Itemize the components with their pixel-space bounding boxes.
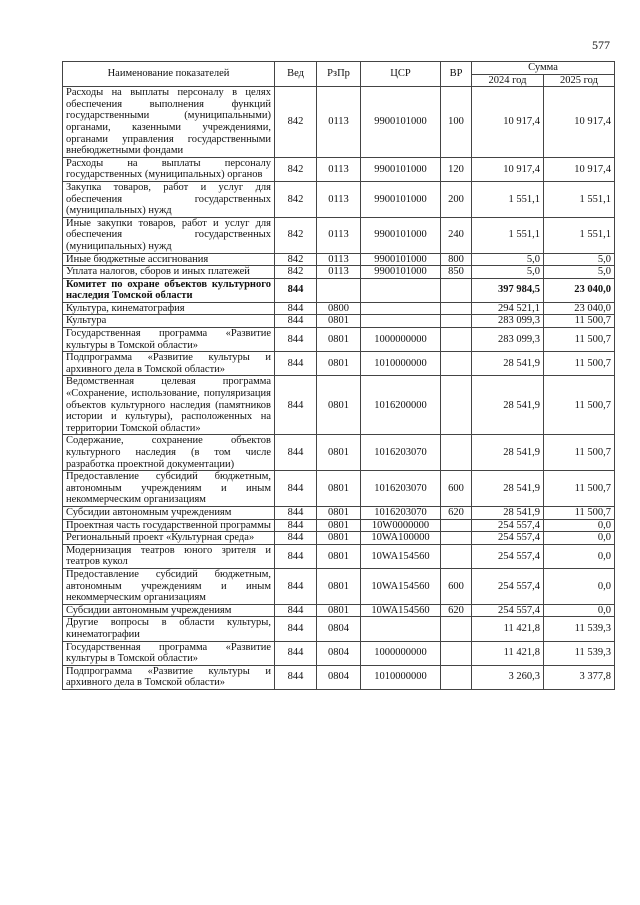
header-csr: ЦСР <box>361 62 441 87</box>
table-row <box>63 641 615 665</box>
table-row <box>63 568 615 604</box>
cell-sum-2024: 28 541,9 <box>472 352 544 376</box>
cell-csr: 10W0000000 <box>361 519 441 532</box>
table-row <box>63 617 615 641</box>
cell-rzpr: 0801 <box>317 352 361 376</box>
cell-ved: 844 <box>275 641 317 665</box>
cell-ved: 844 <box>275 604 317 617</box>
cell-ved: 844 <box>275 568 317 604</box>
header-rzpr: РзПр <box>317 62 361 87</box>
cell-rzpr: 0801 <box>317 376 361 435</box>
cell-vr: 200 <box>441 181 472 217</box>
cell-name: Государственная программа «Развитие культуры в Томской области» <box>63 641 275 665</box>
cell-sum-2025: 0,0 <box>544 544 615 568</box>
cell-csr <box>361 302 441 315</box>
cell-name: Иные бюджетные ассигнования <box>63 253 275 266</box>
cell-vr <box>441 435 472 471</box>
cell-ved: 844 <box>275 302 317 315</box>
cell-rzpr: 0801 <box>317 328 361 352</box>
table-row <box>63 278 615 302</box>
cell-rzpr <box>317 278 361 302</box>
cell-sum-2024: 11 421,8 <box>472 617 544 641</box>
cell-sum-2024: 28 541,9 <box>472 435 544 471</box>
cell-sum-2024: 254 557,4 <box>472 519 544 532</box>
table-row <box>63 604 615 617</box>
cell-ved: 844 <box>275 328 317 352</box>
cell-rzpr: 0801 <box>317 435 361 471</box>
cell-vr: 620 <box>441 506 472 519</box>
cell-sum-2025: 0,0 <box>544 532 615 545</box>
cell-sum-2025: 23 040,0 <box>544 302 615 315</box>
cell-rzpr: 0801 <box>317 568 361 604</box>
cell-name: Закупка товаров, работ и услуг для обеспечения государственных (муниципальных) нужд <box>63 181 275 217</box>
cell-sum-2024: 254 557,4 <box>472 604 544 617</box>
cell-csr: 10WA154560 <box>361 544 441 568</box>
table-row <box>63 665 615 689</box>
header-sum: Сумма <box>472 62 615 75</box>
cell-sum-2024: 1 551,1 <box>472 217 544 253</box>
cell-sum-2025: 11 500,7 <box>544 506 615 519</box>
cell-sum-2025: 11 500,7 <box>544 435 615 471</box>
cell-name: Субсидии автономным учреждениям <box>63 506 275 519</box>
cell-name: Подпрограмма «Развитие культуры и архивного дела в Томской области» <box>63 665 275 689</box>
cell-rzpr: 0113 <box>317 181 361 217</box>
cell-sum-2024: 283 099,3 <box>472 315 544 328</box>
cell-sum-2024: 1 551,1 <box>472 181 544 217</box>
table-row <box>63 181 615 217</box>
cell-csr: 1010000000 <box>361 665 441 689</box>
table-row <box>63 302 615 315</box>
cell-name: Расходы на выплаты персоналу государственных (муниципальных) органов <box>63 157 275 181</box>
cell-csr <box>361 315 441 328</box>
cell-csr: 9900101000 <box>361 253 441 266</box>
cell-csr: 1000000000 <box>361 641 441 665</box>
cell-csr: 1016203070 <box>361 435 441 471</box>
table-row <box>63 519 615 532</box>
cell-ved: 844 <box>275 471 317 507</box>
cell-sum-2024: 254 557,4 <box>472 544 544 568</box>
table-row <box>63 266 615 279</box>
cell-ved: 844 <box>275 544 317 568</box>
cell-csr: 9900101000 <box>361 87 441 158</box>
cell-sum-2024: 294 521,1 <box>472 302 544 315</box>
cell-rzpr: 0801 <box>317 544 361 568</box>
cell-ved: 844 <box>275 435 317 471</box>
cell-vr <box>441 302 472 315</box>
cell-sum-2025: 10 917,4 <box>544 157 615 181</box>
cell-sum-2025: 3 377,8 <box>544 665 615 689</box>
cell-vr: 850 <box>441 266 472 279</box>
cell-rzpr: 0804 <box>317 617 361 641</box>
cell-csr <box>361 278 441 302</box>
cell-vr: 100 <box>441 87 472 158</box>
cell-csr: 1016203070 <box>361 471 441 507</box>
cell-sum-2024: 254 557,4 <box>472 532 544 545</box>
cell-sum-2025: 5,0 <box>544 266 615 279</box>
cell-sum-2025: 1 551,1 <box>544 217 615 253</box>
table-row <box>63 315 615 328</box>
cell-vr: 240 <box>441 217 472 253</box>
table-row <box>63 253 615 266</box>
cell-rzpr: 0113 <box>317 217 361 253</box>
cell-ved: 842 <box>275 87 317 158</box>
cell-vr: 600 <box>441 471 472 507</box>
header-vr: ВР <box>441 62 472 87</box>
cell-rzpr: 0113 <box>317 253 361 266</box>
cell-sum-2025: 11 500,7 <box>544 352 615 376</box>
cell-sum-2024: 3 260,3 <box>472 665 544 689</box>
cell-sum-2024: 10 917,4 <box>472 87 544 158</box>
cell-name: Подпрограмма «Развитие культуры и архивного дела в Томской области» <box>63 352 275 376</box>
cell-csr: 10WA154560 <box>361 568 441 604</box>
cell-csr: 10WA100000 <box>361 532 441 545</box>
cell-name: Иные закупки товаров, работ и услуг для обеспечения государственных (муниципальных) нужд <box>63 217 275 253</box>
cell-vr: 120 <box>441 157 472 181</box>
cell-name: Предоставление субсидий бюджетным, автономным учреждениям и иным некоммерческим организациям <box>63 471 275 507</box>
cell-name: Культура <box>63 315 275 328</box>
cell-csr: 9900101000 <box>361 157 441 181</box>
cell-ved: 842 <box>275 157 317 181</box>
cell-vr <box>441 328 472 352</box>
cell-rzpr: 0801 <box>317 532 361 545</box>
cell-vr <box>441 376 472 435</box>
cell-name: Проектная часть государственной программы <box>63 519 275 532</box>
cell-rzpr: 0801 <box>317 471 361 507</box>
header-ved: Вед <box>275 62 317 87</box>
cell-vr: 620 <box>441 604 472 617</box>
cell-ved: 844 <box>275 519 317 532</box>
header-year-2024: 2024 год <box>472 74 544 87</box>
cell-rzpr: 0800 <box>317 302 361 315</box>
cell-sum-2025: 0,0 <box>544 568 615 604</box>
cell-name: Другие вопросы в области культуры, кинематографии <box>63 617 275 641</box>
cell-rzpr: 0113 <box>317 266 361 279</box>
cell-vr <box>441 665 472 689</box>
cell-sum-2025: 11 500,7 <box>544 376 615 435</box>
cell-sum-2024: 5,0 <box>472 253 544 266</box>
cell-sum-2025: 23 040,0 <box>544 278 615 302</box>
cell-vr: 600 <box>441 568 472 604</box>
cell-name: Государственная программа «Развитие культуры в Томской области» <box>63 328 275 352</box>
cell-ved: 842 <box>275 266 317 279</box>
cell-sum-2025: 1 551,1 <box>544 181 615 217</box>
cell-csr: 1010000000 <box>361 352 441 376</box>
cell-csr: 1016203070 <box>361 506 441 519</box>
cell-sum-2024: 28 541,9 <box>472 506 544 519</box>
cell-ved: 844 <box>275 506 317 519</box>
cell-rzpr: 0801 <box>317 519 361 532</box>
cell-vr: 800 <box>441 253 472 266</box>
table-row <box>63 376 615 435</box>
cell-name: Региональный проект «Культурная среда» <box>63 532 275 545</box>
cell-rzpr: 0804 <box>317 665 361 689</box>
cell-sum-2024: 397 984,5 <box>472 278 544 302</box>
cell-vr <box>441 278 472 302</box>
cell-ved: 842 <box>275 253 317 266</box>
header-year-2025: 2025 год <box>544 74 615 87</box>
cell-sum-2025: 0,0 <box>544 604 615 617</box>
cell-vr <box>441 315 472 328</box>
cell-sum-2025: 11 500,7 <box>544 328 615 352</box>
cell-name: Ведомственная целевая программа «Сохранение, использование, популяризация объектов культурного наследия (памятников истории и культуры), расположенных на территории Томской области» <box>63 376 275 435</box>
table-row <box>63 328 615 352</box>
cell-name: Субсидии автономным учреждениям <box>63 604 275 617</box>
cell-sum-2024: 10 917,4 <box>472 157 544 181</box>
cell-vr <box>441 617 472 641</box>
table-row <box>63 471 615 507</box>
cell-csr: 10WA154560 <box>361 604 441 617</box>
cell-name: Модернизация театров юного зрителя и театров кукол <box>63 544 275 568</box>
cell-csr: 1016200000 <box>361 376 441 435</box>
table-row <box>63 506 615 519</box>
cell-name: Расходы на выплаты персоналу в целях обеспечения выполнения функций государственными (муниципальными) органами, казенными учреждениями, органами управления государственными внебюджетными фондами <box>63 87 275 158</box>
cell-sum-2024: 283 099,3 <box>472 328 544 352</box>
cell-sum-2024: 11 421,8 <box>472 641 544 665</box>
cell-sum-2025: 10 917,4 <box>544 87 615 158</box>
cell-name: Культура, кинематография <box>63 302 275 315</box>
cell-csr <box>361 617 441 641</box>
table-row <box>63 157 615 181</box>
page-number: 577 <box>592 38 610 52</box>
cell-sum-2025: 0,0 <box>544 519 615 532</box>
cell-name: Уплата налогов, сборов и иных платежей <box>63 266 275 279</box>
cell-csr: 9900101000 <box>361 217 441 253</box>
cell-rzpr: 0801 <box>317 604 361 617</box>
cell-rzpr: 0801 <box>317 315 361 328</box>
cell-sum-2024: 28 541,9 <box>472 376 544 435</box>
cell-ved: 844 <box>275 617 317 641</box>
table-row <box>63 544 615 568</box>
cell-ved: 844 <box>275 665 317 689</box>
cell-sum-2025: 11 500,7 <box>544 315 615 328</box>
cell-csr: 1000000000 <box>361 328 441 352</box>
cell-sum-2025: 11 539,3 <box>544 641 615 665</box>
table-row <box>63 87 615 158</box>
cell-rzpr: 0113 <box>317 157 361 181</box>
cell-rzpr: 0113 <box>317 87 361 158</box>
cell-csr: 9900101000 <box>361 181 441 217</box>
cell-sum-2024: 28 541,9 <box>472 471 544 507</box>
cell-ved: 842 <box>275 217 317 253</box>
cell-name: Содержание, сохранение объектов культурного наследия (в том числе разработка проектной документации) <box>63 435 275 471</box>
cell-sum-2025: 5,0 <box>544 253 615 266</box>
cell-name: Комитет по охране объектов культурного наследия Томской области <box>63 278 275 302</box>
table-body <box>63 87 615 690</box>
cell-vr <box>441 641 472 665</box>
header-name: Наименование показателей <box>63 62 275 87</box>
cell-sum-2024: 254 557,4 <box>472 568 544 604</box>
table-row <box>63 532 615 545</box>
cell-sum-2024: 5,0 <box>472 266 544 279</box>
table-row <box>63 217 615 253</box>
cell-ved: 842 <box>275 181 317 217</box>
cell-csr: 9900101000 <box>361 266 441 279</box>
cell-ved: 844 <box>275 376 317 435</box>
budget-table <box>62 61 615 690</box>
cell-sum-2025: 11 500,7 <box>544 471 615 507</box>
cell-vr <box>441 352 472 376</box>
cell-name: Предоставление субсидий бюджетным, автономным учреждениям и иным некоммерческим организациям <box>63 568 275 604</box>
cell-ved: 844 <box>275 278 317 302</box>
cell-vr <box>441 544 472 568</box>
cell-rzpr: 0804 <box>317 641 361 665</box>
table-row <box>63 435 615 471</box>
cell-ved: 844 <box>275 315 317 328</box>
cell-vr <box>441 519 472 532</box>
cell-vr <box>441 532 472 545</box>
cell-ved: 844 <box>275 352 317 376</box>
table-row <box>63 352 615 376</box>
cell-sum-2025: 11 539,3 <box>544 617 615 641</box>
cell-ved: 844 <box>275 532 317 545</box>
cell-rzpr: 0801 <box>317 506 361 519</box>
